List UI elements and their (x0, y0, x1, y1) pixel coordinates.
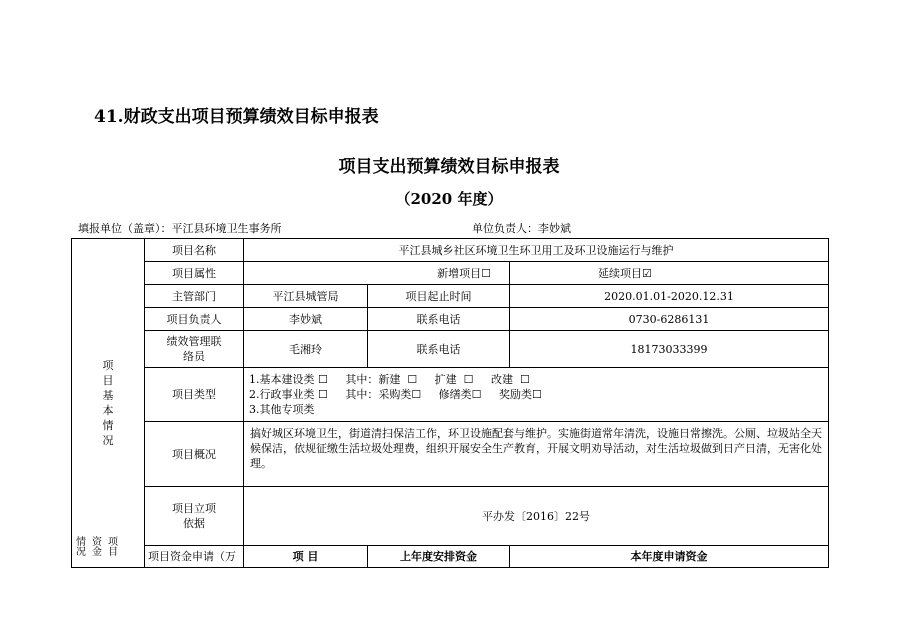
dept-value: 平江县城管局 (244, 285, 368, 308)
year-title: （2020 年度） (395, 190, 503, 208)
attr-continue-checkbox: 延续项目☑ (510, 262, 829, 285)
project-attr-label: 项目属性 (145, 262, 244, 285)
filing-unit: 填报单位（盖章）：平江县环境卫生事务所 (78, 222, 282, 235)
basis-value: 平办发〔2016〕22号 (244, 487, 829, 546)
dept-label: 主管部门 (145, 285, 244, 308)
form-title: 项目支出预算绩效目标申报表 (338, 157, 560, 177)
head-phone-value: 0730-6286131 (510, 308, 829, 331)
type-line-3: 3.其他专项类 (249, 403, 315, 416)
table-row (72, 262, 829, 285)
basis-label: 项目立项依据 (145, 487, 244, 546)
side-label: 项目基本情况 (102, 359, 114, 447)
side-label-cell (72, 239, 145, 568)
fund-col-this-year: 本年度申请资金 (510, 546, 829, 568)
contact-label: 绩效管理联络员 (145, 331, 244, 368)
table-row (72, 308, 829, 331)
table-row (72, 368, 829, 422)
contact-phone-label: 联系电话 (368, 331, 510, 368)
project-name-value: 平江县城乡社区环境卫生环卫用工及环卫设施运行与维护 (244, 239, 829, 262)
phone-label: 联系电话 (368, 308, 510, 331)
fund-col-last-year: 上年度安排资金 (368, 546, 510, 568)
table-row (72, 422, 829, 487)
project-type-label: 项目类型 (145, 368, 244, 422)
project-name-label: 项目名称 (145, 239, 244, 262)
type-line-1: 1.基本建设类 ☐ 其中：新建 ☐ 扩建 ☐ 改建 ☐ (249, 373, 530, 386)
period-value: 2020.01.01-2020.12.31 (510, 285, 829, 308)
table-row (72, 239, 829, 262)
fund-col-item: 项 目 (244, 546, 368, 568)
table-row (72, 546, 829, 568)
budget-form-table (71, 238, 829, 568)
table-row (72, 331, 829, 368)
table-row (72, 487, 829, 546)
side-label-bottom: 情资项况金目 (76, 538, 136, 558)
contact-phone-value: 18173033399 (510, 331, 829, 368)
period-label: 项目起止时间 (368, 285, 510, 308)
project-type-options (244, 368, 829, 422)
project-head-value: 李妙斌 (244, 308, 368, 331)
overview-text: 搞好城区环境卫生，街道清扫保洁工作，环卫设施配套与维护。实施街道常年清洗，设施日常擦洗。公厕、垃圾站全天候保洁，依规征缴生活垃圾处理费，组织开展安全生产教育，开展文明劝导活动，对生活垃圾做到日产日清，无害化处理。 (244, 422, 829, 487)
attr-new-checkbox: 新增项目☐ (244, 262, 510, 285)
contact-value: 毛湘玲 (244, 331, 368, 368)
overview-label: 项目概况 (145, 422, 244, 487)
section-title: 41.财政支出项目预算绩效目标申报表 (94, 107, 379, 127)
project-head-label: 项目负责人 (145, 308, 244, 331)
table-row (72, 285, 829, 308)
type-line-2: 2.行政事业类 ☐ 其中：采购类☐ 修缮类☐ 奖励类☐ (249, 388, 542, 401)
unit-head: 单位负责人：李妙斌 (472, 222, 571, 235)
fund-label: 项目资金申请（万 (145, 546, 244, 568)
